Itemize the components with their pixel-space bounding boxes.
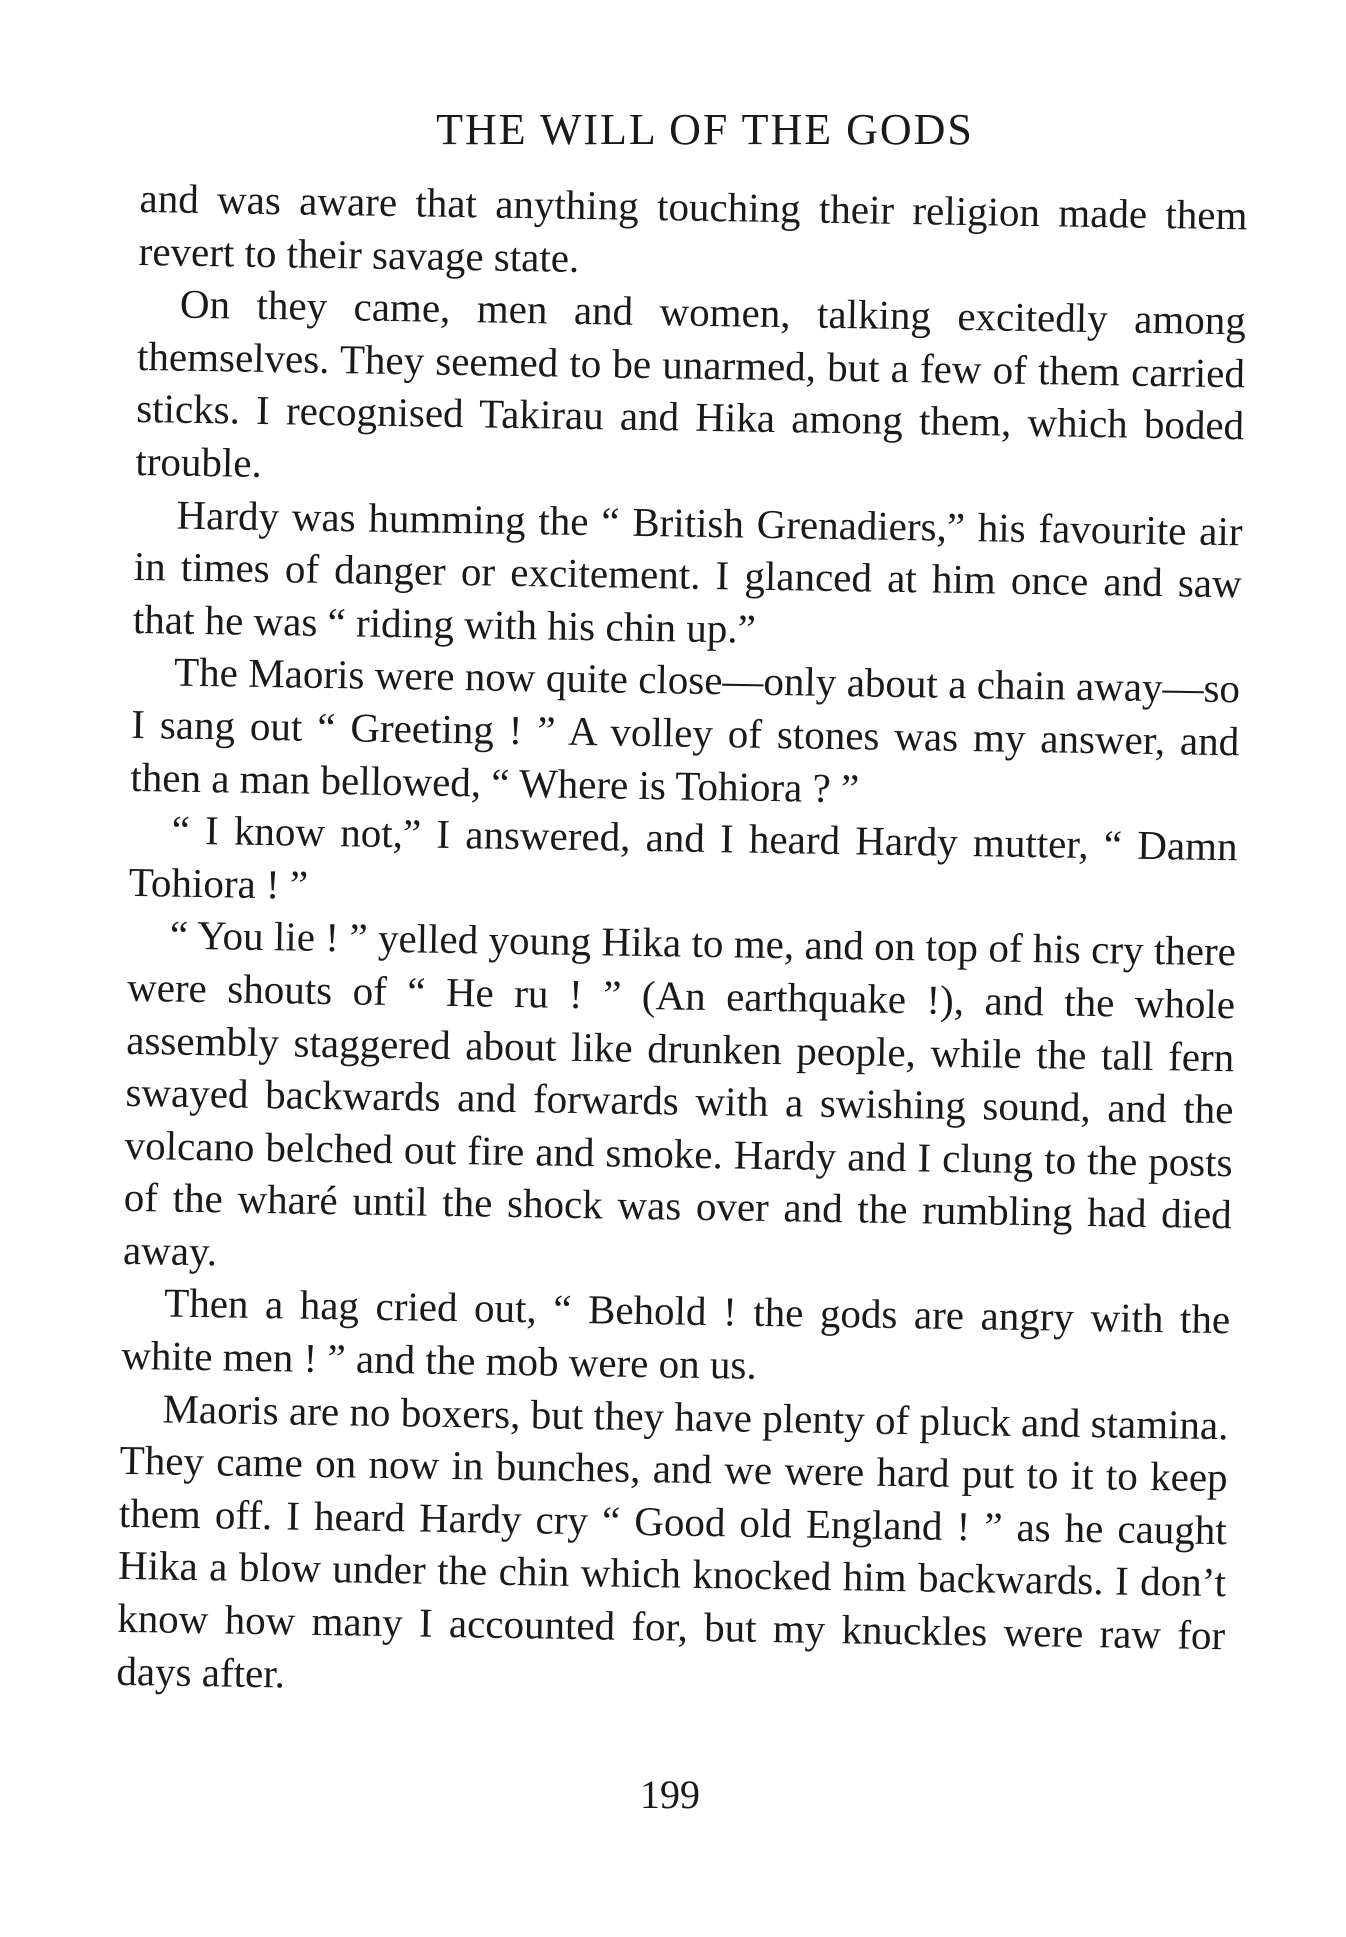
- paragraph-8: Maoris are no boxers, but they have plenty of pluck and stamina. They came on now in bunches, and we were hard put to it to keep them off. I heard Hardy cry “ Good old England ! ” as he caught Hika a blow under the chin which knocked him backwards. I don’t know how many I accounted for, but my knuckles were raw for days after.: [116, 1385, 1229, 1697]
- paragraph-2: On they came, men and women, talking excitedly among themselves. They seemed to be unarmed, but a few of them carried sticks. I recognised Takirau and Hika among them, which boded trouble.: [135, 280, 1247, 486]
- paragraph-6: “ You lie ! ” yelled young Hika to me, and on top of his cry there were shouts of “ He ru ! ” (An earthquake !), and the whole assembly staggered about like drunken people, while the tall fern swayed backwards and forwards with a swishing sound, and the volcano belched out fire and smoke. Hardy and I clung to the posts of the wharé until the shock was over and the rumbling had died away.: [122, 911, 1237, 1275]
- page-number: 199: [640, 1772, 700, 1817]
- paragraph-3: Hardy was humming the “ British Grenadiers,” his favourite air in times of danger or excitement. I glanced at him once and saw that he was “ riding with his chin up.”: [132, 491, 1243, 652]
- paragraph-5: “ I know not,” I answered, and I heard Hardy mutter, “ Damn Tohiora ! ”: [128, 806, 1238, 908]
- paragraph-7: Then a hag cried out, “ Behold ! the gods are angry with the white men ! ” and the mob were on us.: [121, 1279, 1231, 1388]
- body-text: [116, 172, 1248, 1714]
- running-head: THE WILL OF THE GODS: [436, 105, 974, 154]
- paragraph-4: The Maoris were now quite close—only about a chain away—so I sang out “ Greeting ! ” A volley of stones was my answer, and then a man bellowed, “ Where is Tohiora ? ”: [130, 648, 1241, 811]
- paragraph-1: and was aware that anything touching their religion made them revert to their savage state.: [138, 174, 1248, 281]
